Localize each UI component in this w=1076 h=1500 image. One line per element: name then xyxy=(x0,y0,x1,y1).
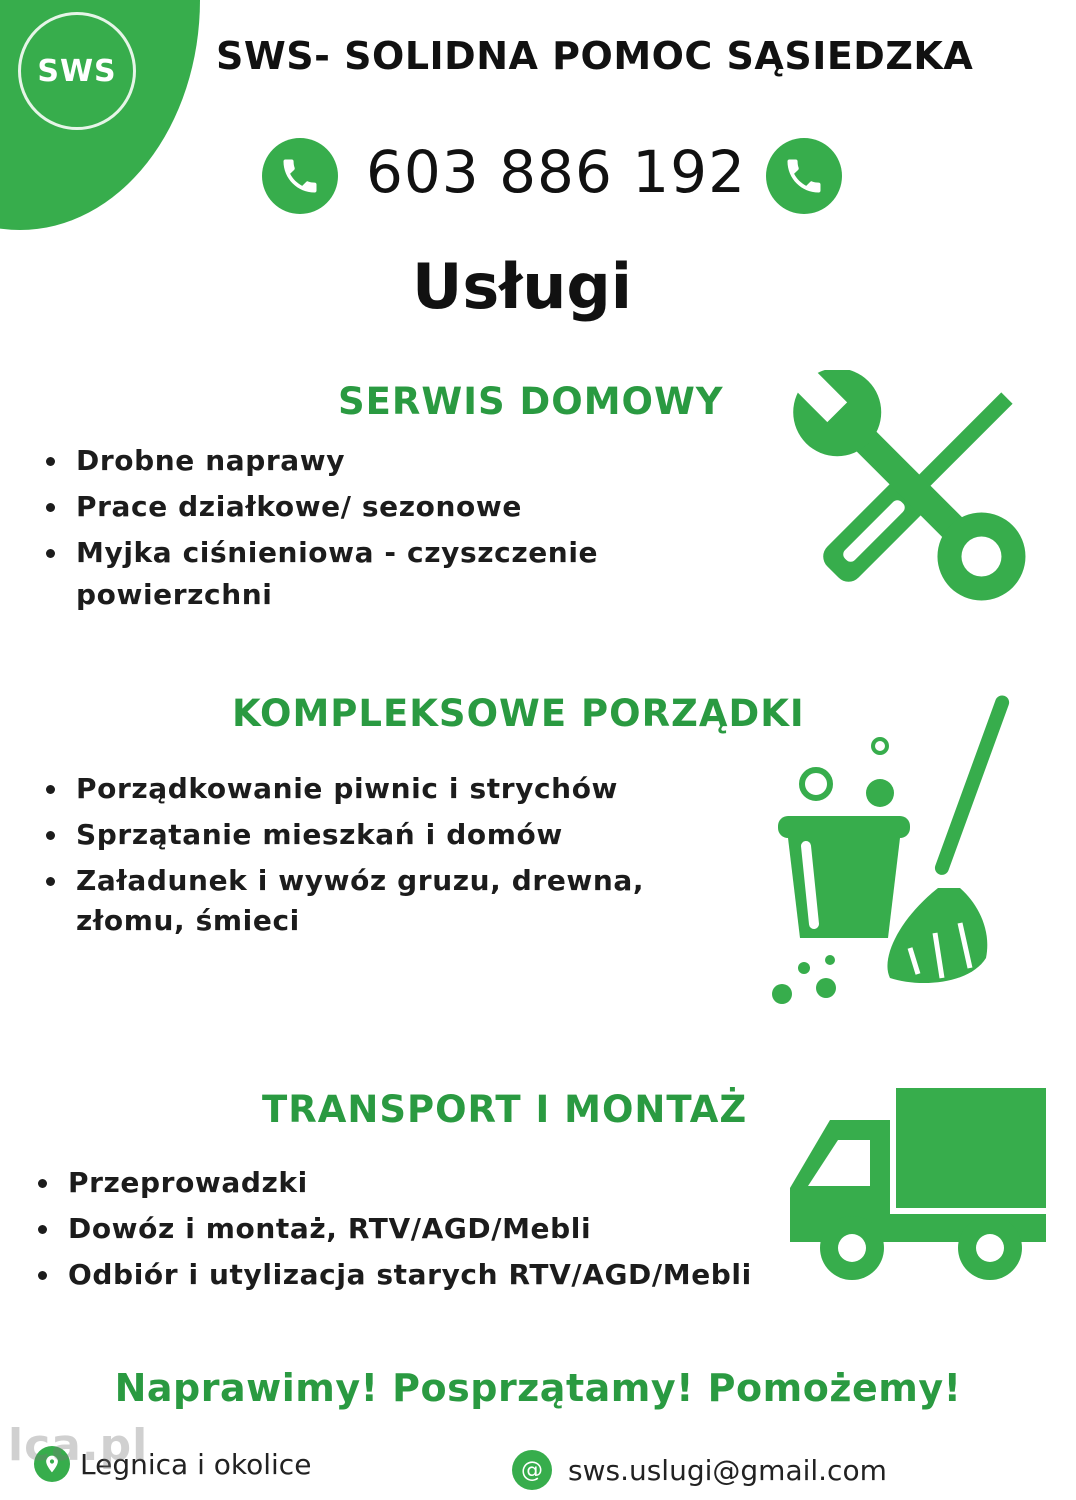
footer-email[interactable] xyxy=(512,1450,887,1490)
list-item: Sprzątanie mieszkań i domów xyxy=(42,812,644,858)
list-item: Odbiór i utylizacja starych RTV/AGD/Mebli xyxy=(34,1252,752,1298)
list-item: Prace działkowe/ sezonowe xyxy=(42,484,598,530)
section-heading-porzadki: KOMPLEKSOWE PORZĄDKI xyxy=(232,692,805,735)
sws-logo xyxy=(18,12,136,130)
section-list-transport xyxy=(34,1160,752,1298)
list-item: Załadunek i wywóz gruzu, drewna, xyxy=(42,858,644,904)
list-item: Porządkowanie piwnic i strychów xyxy=(42,766,644,812)
tools-icon xyxy=(790,370,1040,610)
list-item: Drobne naprawy xyxy=(42,438,598,484)
watermark: lca.pl xyxy=(8,1420,149,1471)
list-item-continuation: złomu, śmieci xyxy=(76,904,300,937)
bucket-mop-icon xyxy=(770,688,1040,1008)
section-list-porzadki xyxy=(42,766,644,904)
phone-number[interactable]: 603 886 192 xyxy=(366,138,746,206)
at-icon: @ xyxy=(512,1450,552,1490)
section-heading-transport: TRANSPORT I MONTAŻ xyxy=(262,1088,748,1131)
phone-icon xyxy=(262,138,338,214)
logo-text: SWS xyxy=(37,53,117,89)
slogan: Naprawimy! Posprzątamy! Pomożemy! xyxy=(114,1366,962,1410)
email-link[interactable]: sws.uslugi@gmail.com xyxy=(568,1453,887,1487)
list-item: Przeprowadzki xyxy=(34,1160,752,1206)
section-heading-serwis: SERWIS DOMOWY xyxy=(338,380,724,423)
phone-icon-right xyxy=(766,138,842,214)
brand-name: SWS- SOLIDNA POMOC SĄSIEDZKA xyxy=(216,34,974,78)
list-item: Myjka ciśnieniowa - czyszczenie xyxy=(42,530,598,576)
list-item-continuation: powierzchni xyxy=(76,578,273,611)
location-text: Legnica i okolice xyxy=(80,1447,312,1481)
page-title: Usługi xyxy=(412,250,633,323)
section-list-serwis xyxy=(42,438,598,576)
list-item: Dowóz i montaż, RTV/AGD/Mebli xyxy=(34,1206,752,1252)
truck-icon xyxy=(790,1088,1046,1288)
